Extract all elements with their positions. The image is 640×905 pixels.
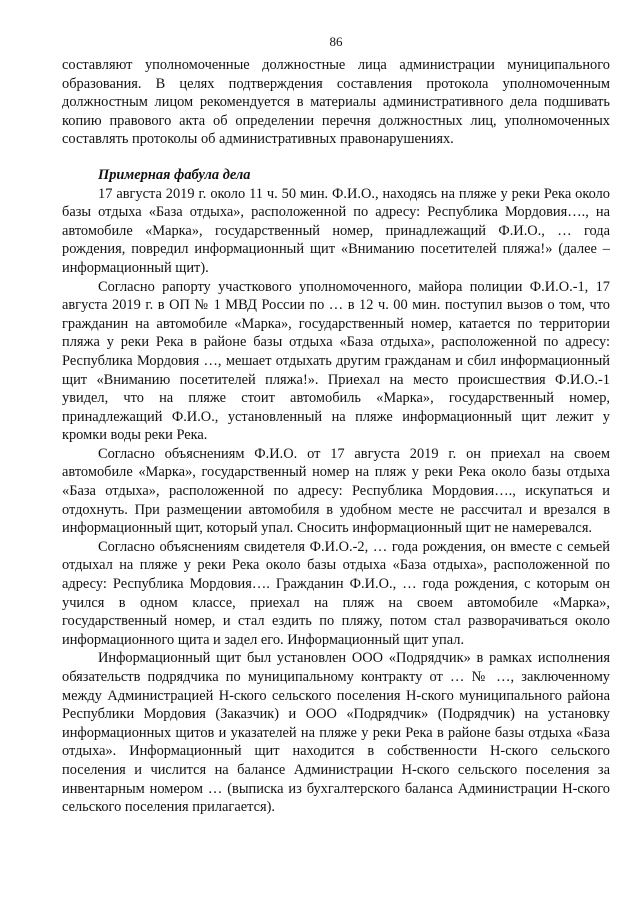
- paragraph-police-report: Согласно рапорту участкового уполномоченного, майора полиции Ф.И.О.-1, 17 августа 2019 г. в ОП № 1 МВД России по … в 12 ч. 00 мин. поступил вызов о том, что гражданин на автомобиле «Марка», государственный номер, катается по территории пляжа у реки Река в районе базы отдыха «База отдыха», расположенной по адресу: Республика Мордовия …, мешает отдыхать другим гражданам и сбил информационный щит «Вниманию посетителей пляжа!». Приехал на место происшествия Ф.И.О.-1 увидел, что на пляже стоит автомобиль «Марка», государственный номер, принадлежащий Ф.И.О., установленный на пляже информационный щит лежит у кромки воды реки Река.: [62, 278, 610, 444]
- paragraph-offender-statement: Согласно объяснениям Ф.И.О. от 17 августа 2019 г. он приехал на своем автомобиле «Марка», государственный номер на пляж у реки Река около базы отдыха «База отдыха», расположенной по адресу: Республика Мордовия…., искупаться и отдохнуть. При размещении автомобиля в удобном месте не рассчитал и врезался в информационный щит, который упал. Сносить информационный щит не намеревался.: [62, 445, 610, 537]
- section-title: Примерная фабула дела: [98, 166, 251, 183]
- intro-paragraph: составляют уполномоченные должностные лица администрации муниципального образования. В целях подтверждения составления протокола уполномоченным должностным лицом рекомендуется в материалы административного дела подшивать копию правового акта об определении перечня должностных лиц, уполномоченных составлять протоколы об административных правонарушениях.: [62, 57, 610, 148]
- document-page: [62, 34, 610, 817]
- paragraph-incident: 17 августа 2019 г. около 11 ч. 50 мин. Ф.И.О., находясь на пляже у реки Река около базы отдыха «База отдыха», расположенной по адресу: Республика Мордовия…., на автомобиле «Марка», государственный номер, принадлежащий Ф.И.О., … года рождения, повредил информационный щит «Вниманию посетителей пляжа!» (далее – информационный щит).: [62, 185, 610, 276]
- page-number: 86: [329, 34, 343, 49]
- paragraph-witness-statement: Согласно объяснениям свидетеля Ф.И.О.-2, … года рождения, он вместе с семьей отдыхал на пляже у реки Река около базы отдыха «База отдыха», расположенной по адресу: Республика Мордовия…. Гражданин Ф.И.О., … года рождения, с которым он учился в одном классе, приехал на пляж на своем автомобиле «Марка», государственный номер, и стал ездить по пляжу, потом стал разворачиваться около информационного щита и задел его. Информационный щит упал.: [62, 538, 610, 648]
- paragraph-ownership: Информационный щит был установлен ООО «Подрядчик» в рамках исполнения обязательств подрядчика по муниципальному контракту от … № …, заключенному между Администрацией Н-ского сельского поселения Н-ского муниципального района Республики Мордовия (Заказчик) и ООО «Подрядчик» (Подрядчик) на установку информационных щитов и указателей на пляже у реки Река в районе базы отдыха «База отдыха». Информационный щит находится в собственности Н-ского сельского поселения и числится на балансе Администрации Н-ского сельского поселения за инвентарным номером … (выписка из бухгалтерского баланса Администрации Н-ского сельского поселения прилагается).: [62, 650, 610, 816]
